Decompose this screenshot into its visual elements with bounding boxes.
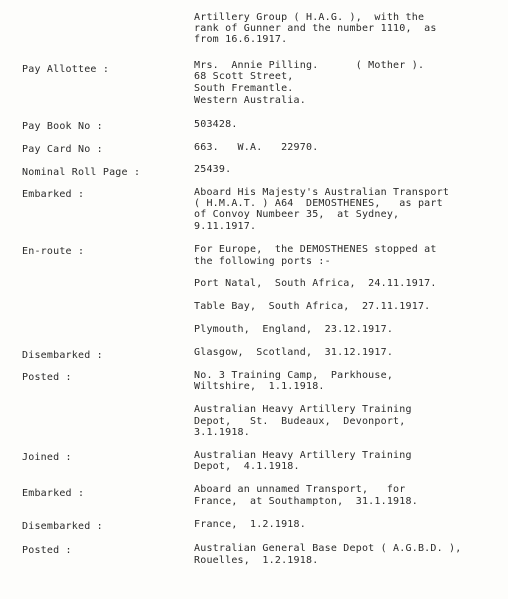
field-value: the following ports :- (194, 256, 331, 267)
field-value: No. 3 Training Camp, Parkhouse, (194, 370, 394, 381)
field-label: En-route : (22, 246, 85, 257)
field-value: Depot, St. Budeaux, Devonport, (194, 416, 406, 427)
field-value: Aboard an unnamed Transport, for (194, 484, 406, 495)
field-label: Posted : (22, 372, 72, 383)
field-value: 25439. (194, 164, 232, 175)
field-value: of Convoy Numbeer 35, at Sydney, (194, 209, 400, 220)
field-label: Embarked : (22, 189, 85, 200)
field-label: Pay Card No : (22, 144, 103, 155)
field-value: Australian Heavy Artillery Training (194, 404, 412, 415)
field-value: Rouelles, 1.2.1918. (194, 555, 319, 566)
intro-line: from 16.6.1917. (194, 34, 288, 45)
field-value: 3.1.1918. (194, 427, 250, 438)
intro-line: rank of Gunner and the number 1110, as (194, 23, 437, 34)
field-value: Mrs. Annie Pilling. ( Mother ). (194, 60, 425, 71)
field-value: France, at Southampton, 31.1.1918. (194, 496, 418, 507)
field-value: South Fremantle. (194, 83, 294, 94)
field-label: Pay Book No : (22, 121, 103, 132)
field-value: 9.11.1917. (194, 221, 257, 232)
field-value: 68 Scott Street, (194, 71, 294, 82)
field-label: Pay Allottee : (22, 64, 110, 75)
intro-line: Artillery Group ( H.A.G. ), with the (194, 12, 425, 23)
field-value: Glasgow, Scotland, 31.12.1917. (194, 347, 394, 358)
field-value: France, 1.2.1918. (194, 519, 306, 530)
field-value: Depot, 4.1.1918. (194, 461, 300, 472)
port-entry: Table Bay, South Africa, 27.11.1917. (194, 301, 431, 312)
field-value: Australian General Base Depot ( A.G.B.D. ), (194, 543, 462, 554)
port-entry: Port Natal, South Africa, 24.11.1917. (194, 278, 437, 289)
field-label: Nominal Roll Page : (22, 167, 141, 178)
field-value: 663. W.A. 22970. (194, 142, 319, 153)
field-label: Embarked : (22, 488, 85, 499)
field-label: Joined : (22, 452, 72, 463)
field-value: For Europe, the DEMOSTHENES stopped at (194, 244, 437, 255)
field-label: Disembarked : (22, 350, 103, 361)
field-value: Australian Heavy Artillery Training (194, 450, 412, 461)
port-entry: Plymouth, England, 23.12.1917. (194, 324, 394, 335)
field-value: Aboard His Majesty's Australian Transport (194, 187, 450, 198)
field-value: 503428. (194, 119, 238, 130)
field-value: Wiltshire, 1.1.1918. (194, 381, 325, 392)
field-value: Western Australia. (194, 95, 306, 106)
field-label: Posted : (22, 545, 72, 556)
field-value: ( H.M.A.T. ) A64 DEMOSTHENES, as part (194, 198, 443, 209)
field-label: Disembarked : (22, 521, 103, 532)
